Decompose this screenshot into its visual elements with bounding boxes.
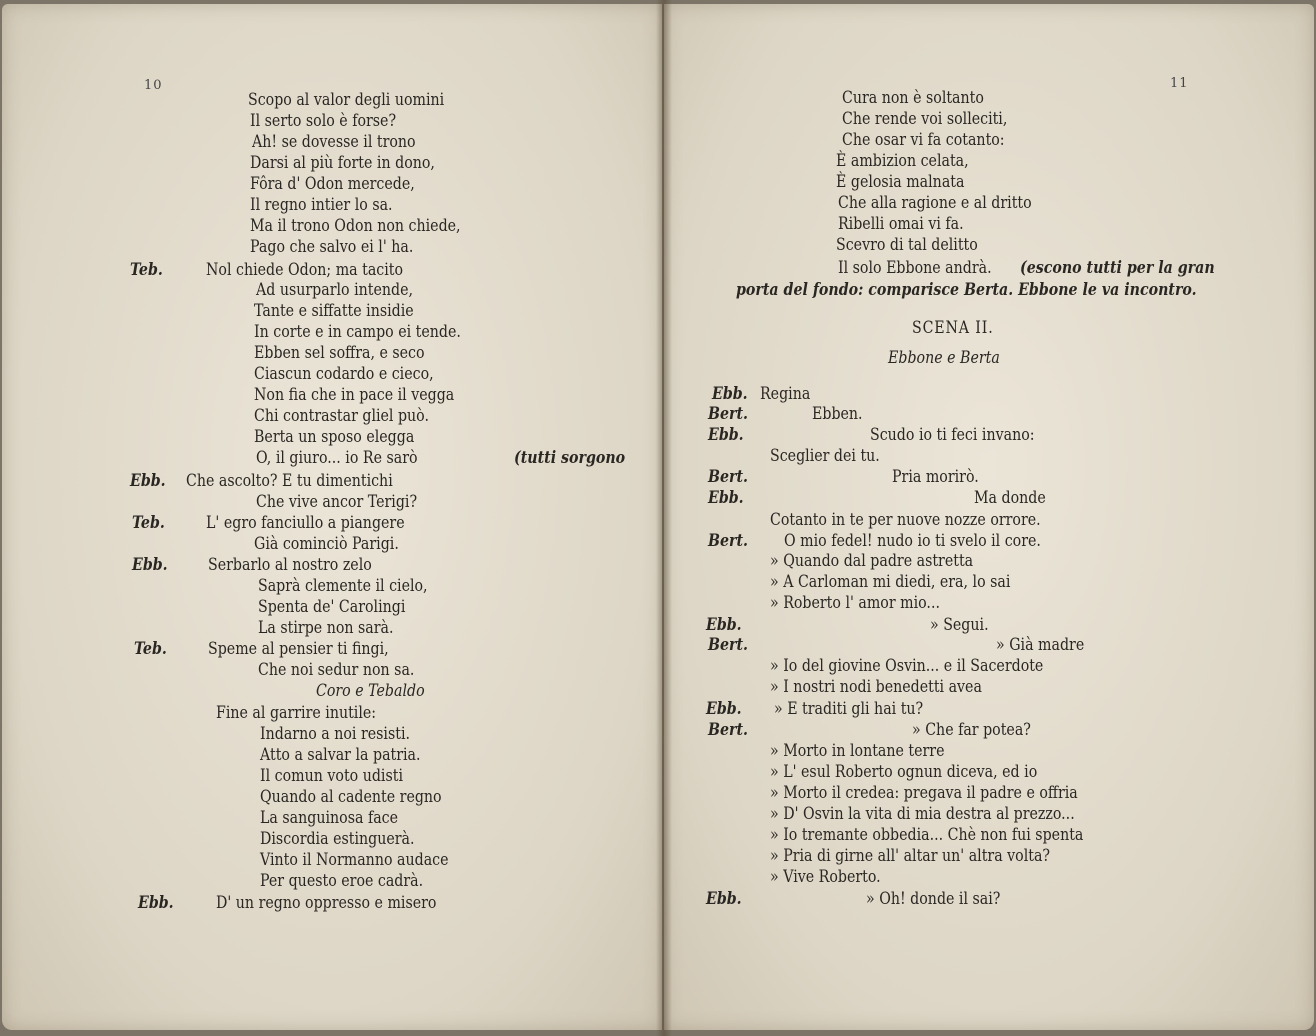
verse-line: Speme al pensier ti fingi, bbox=[208, 639, 389, 658]
verse-line: » Io tremante obbedia... Chè non fui spenta bbox=[770, 825, 1084, 844]
verse-line: Cura non è soltanto bbox=[842, 88, 984, 107]
verse-line: Serbarlo al nostro zelo bbox=[208, 555, 372, 574]
verse-line: » Oh! donde il sai? bbox=[866, 889, 1001, 908]
speaker-label: Ebb. bbox=[708, 488, 744, 507]
verse-line: Tante e siffatte insidie bbox=[254, 301, 414, 320]
verse-line: Vinto il Normanno audace bbox=[260, 850, 449, 869]
page-number-right: 11 bbox=[1170, 76, 1189, 91]
speaker-label: Bert. bbox=[708, 635, 749, 654]
verse-line: Ad usurparlo intende, bbox=[256, 280, 414, 299]
verse-line: Che noi sedur non sa. bbox=[258, 660, 415, 679]
verse-line: Ah! se dovesse il trono bbox=[252, 132, 416, 151]
verse-line: Ciascun codardo e cieco, bbox=[254, 364, 434, 383]
verse-line: » Che far potea? bbox=[912, 720, 1031, 739]
verse-line: Che alla ragione e al dritto bbox=[838, 193, 1032, 212]
speaker-label: Ebb. bbox=[138, 893, 174, 912]
verse-line: Fôra d' Odon mercede, bbox=[250, 174, 415, 193]
verse-line: La sanguinosa face bbox=[260, 808, 399, 827]
verse-line: Chi contrastar gliel può. bbox=[254, 406, 429, 425]
speaker-label: Teb. bbox=[130, 260, 163, 279]
verse-line: » Vive Roberto. bbox=[770, 867, 881, 886]
verse-line: Il serto solo è forse? bbox=[250, 111, 397, 130]
verse-line: » Io del giovine Osvin... e il Sacerdote bbox=[770, 656, 1044, 675]
right-page bbox=[664, 4, 1314, 1030]
speaker-label: Ebb. bbox=[706, 615, 742, 634]
verse-line: Già cominciò Parigi. bbox=[254, 534, 399, 553]
verse-line: Che osar vi fa cotanto: bbox=[842, 130, 1005, 149]
verse-line: » Morto il credea: pregava il padre e offria bbox=[770, 783, 1078, 802]
verse-line: Berta un sposo elegga bbox=[254, 427, 415, 446]
speaker-label: Teb. bbox=[134, 639, 167, 658]
verse-line: L' egro fanciullo a piangere bbox=[206, 513, 405, 532]
scene-heading: SCENA II. bbox=[912, 318, 994, 337]
verse-line: » E traditi gli hai tu? bbox=[774, 699, 924, 718]
verse-line: Ma donde bbox=[974, 488, 1046, 507]
speaker-label: Ebb. bbox=[132, 555, 168, 574]
verse-line: Non fia che in pace il vegga bbox=[254, 385, 455, 404]
verse-line: O mio fedel! nudo io ti svelo il core. bbox=[784, 531, 1041, 550]
verse-line: » L' esul Roberto ognun diceva, ed io bbox=[770, 762, 1038, 781]
verse-line: Nol chiede Odon; ma tacito bbox=[206, 260, 404, 279]
verse-line: È ambizion celata, bbox=[836, 151, 969, 170]
verse-line: La stirpe non sarà. bbox=[258, 618, 394, 637]
verse-line: In corte e in campo ei tende. bbox=[254, 322, 461, 341]
verse-line: Sceglier dei tu. bbox=[770, 446, 880, 465]
verse-line: Indarno a noi resisti. bbox=[260, 724, 411, 743]
stage-direction: (tutti sorgono bbox=[514, 448, 626, 467]
speaker-label: Teb. bbox=[132, 513, 165, 532]
stage-direction: (escono tutti per la gran bbox=[1020, 258, 1215, 277]
page-number-left: 10 bbox=[144, 78, 163, 93]
verse-line: » Roberto l' amor mio... bbox=[770, 593, 940, 612]
verse-line: Coro e Tebaldo bbox=[316, 681, 425, 700]
verse-line: È gelosia malnata bbox=[836, 172, 965, 191]
speaker-label: Bert. bbox=[708, 531, 749, 550]
verse-line: O, il giuro... io Re sarò bbox=[256, 448, 418, 467]
speaker-label: Ebb. bbox=[706, 889, 742, 908]
verse-line: Scevro di tal delitto bbox=[836, 235, 978, 254]
verse-line: Che rende voi solleciti, bbox=[842, 109, 1008, 128]
verse-line: » D' Osvin la vita di mia destra al prezzo... bbox=[770, 804, 1075, 823]
book-gutter bbox=[656, 0, 672, 1036]
verse-line: » Già madre bbox=[996, 635, 1085, 654]
verse-line: Che vive ancor Terigi? bbox=[256, 492, 418, 511]
verse-line: Atto a salvar la patria. bbox=[260, 745, 421, 764]
verse-line: Ebbone e Berta bbox=[888, 348, 1000, 367]
left-page bbox=[2, 4, 662, 1030]
verse-line: Quando al cadente regno bbox=[260, 787, 442, 806]
stage-direction: porta del fondo: comparisce Berta. Ebbone le va incontro. bbox=[736, 280, 1197, 299]
verse-line: Che ascolto? E tu dimentichi bbox=[186, 471, 393, 490]
verse-line: » I nostri nodi benedetti avea bbox=[770, 677, 982, 696]
verse-line: Il comun voto udisti bbox=[260, 766, 403, 785]
verse-line: Scopo al valor degli uomini bbox=[248, 90, 445, 109]
verse-line: » Morto in lontane terre bbox=[770, 741, 945, 760]
verse-line: Spenta de' Carolingi bbox=[258, 597, 406, 616]
verse-line: Pago che salvo ei l' ha. bbox=[250, 237, 414, 256]
verse-line: Scudo io ti feci invano: bbox=[870, 425, 1035, 444]
verse-line: Ebben. bbox=[812, 404, 863, 423]
verse-line: Il solo Ebbone andrà. bbox=[838, 258, 992, 277]
verse-line: Ribelli omai vi fa. bbox=[838, 214, 964, 233]
speaker-label: Bert. bbox=[708, 467, 749, 486]
verse-line: Per questo eroe cadrà. bbox=[260, 871, 424, 890]
speaker-label: Ebb. bbox=[706, 699, 742, 718]
verse-line: D' un regno oppresso e misero bbox=[216, 893, 437, 912]
verse-line: Regina bbox=[760, 384, 811, 403]
verse-line: Ebben sel soffra, e seco bbox=[254, 343, 425, 362]
verse-line: Discordia estinguerà. bbox=[260, 829, 415, 848]
verse-line: Saprà clemente il cielo, bbox=[258, 576, 428, 595]
verse-line: Ma il trono Odon non chiede, bbox=[250, 216, 461, 235]
verse-line: Cotanto in te per nuove nozze orrore. bbox=[770, 510, 1041, 529]
verse-line: Il regno intier lo sa. bbox=[250, 195, 393, 214]
verse-line: Pria morirò. bbox=[892, 467, 979, 486]
verse-line: Darsi al più forte in dono, bbox=[250, 153, 435, 172]
verse-line: » Quando dal padre astretta bbox=[770, 551, 974, 570]
speaker-label: Ebb. bbox=[130, 471, 166, 490]
verse-line: » Pria di girne all' altar un' altra volta? bbox=[770, 846, 1051, 865]
speaker-label: Bert. bbox=[708, 404, 749, 423]
speaker-label: Ebb. bbox=[712, 384, 748, 403]
verse-line: Fine al garrire inutile: bbox=[216, 703, 377, 722]
verse-line: » A Carloman mi diedi, era, lo sai bbox=[770, 572, 1011, 591]
verse-line: » Segui. bbox=[930, 615, 989, 634]
speaker-label: Ebb. bbox=[708, 425, 744, 444]
speaker-label: Bert. bbox=[708, 720, 749, 739]
